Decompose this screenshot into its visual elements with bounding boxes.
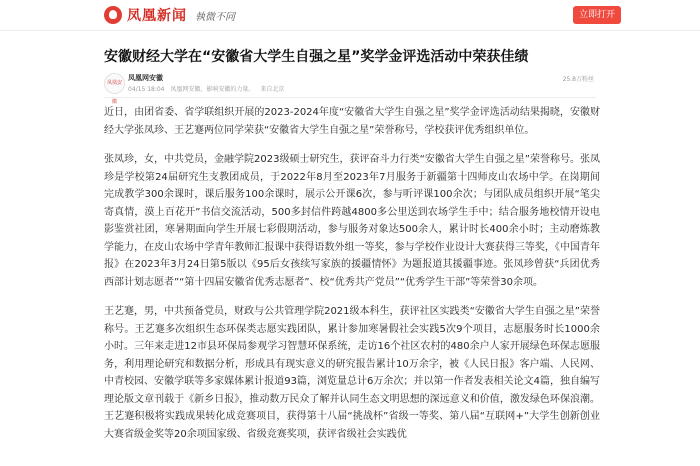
brand-slogan: 執微不同 <box>195 11 235 23</box>
publish-date: 04/15 18:04 <box>128 86 165 93</box>
divider <box>104 97 596 98</box>
author-bar <box>104 72 596 105</box>
open-app-button[interactable]: 立即打开 <box>573 6 621 24</box>
paragraph: 张凤珍，女，中共党员，金融学院2023级硕士研究生，获评奋斗力行类“安徽省大学生自强之星”荣誉称号。张凤珍是学校第24届研究生支教团成员，于2022年8月至2023年7月服务于新疆第十四师皮山农场中学。在岗期间完成教学300余课时，课后服务100余课时，展示公开课6次，参与听评课100余次；与团队成员组织开展“笔尖寄真情，漠上百花开”书信交流活动，500多封信件跨越4800多公里送到农场学生手中；结合服务地校情开设电影鉴赏社团，寒暑期面向学生开展七彩假期活动，参与服务对象达500余人，累计时长400余小时；主动磨炼教学能力，在皮山农场中学青年教师汇报课中获得语数外组一等奖，参与学校作业设计大赛获得三等奖，《中国青年报》在2023年3月24日第5版以《95后女孩续写家族的援疆情怀》为题报道其援疆事迹。张凤珍曾获“兵团优秀西部计划志愿者”“第十四届安徽省优秀志愿者”、校“优秀共产党员”“优秀学生干部”等荣誉30余项。 <box>104 154 600 288</box>
author-description: 凤凰网安徽，影响安徽的力量。 <box>170 86 255 93</box>
author-location: 来自北京 <box>260 86 285 93</box>
top-bar <box>0 0 700 31</box>
article-title: 安徽财经大学在“安徽省大学生自强之星”奖学金评选活动中荣获佳绩 <box>104 49 529 65</box>
author-meta <box>128 84 288 93</box>
paragraph: 近日，由团省委、省学联组织开展的2023-2024年度“安徽省大学生自强之星”奖学金评选活动结果揭晓，安徽财经大学张凤珍、王艺蹇两位同学荣获“安徽省大学生自强之星”荣誉称号，学校获评优秀组织单位。 <box>104 107 600 136</box>
article-body <box>104 104 600 455</box>
brand-logo[interactable] <box>104 6 235 24</box>
follower-count: 25.8万粉丝 <box>562 76 594 83</box>
avatar[interactable]: 凤凰安徽 <box>104 73 125 94</box>
paragraph: 王艺蹇，男，中共预备党员，财政与公共管理学院2021级本科生，获评社区实践类“安徽省大学生自强之星”荣誉称号。王艺蹇多次组织生态环保类志愿实践团队，累计参加寒暑假社会实践5次9个项目，志愿服务时长1000余小时。三年来走进12市县环保局参观学习智慧环保系统，走访16个社区农村的480余户人家开展绿色环保志愿服务，利用理论研究和数据分析，形成具有现实意义的研究报告累计10万余字，被《人民日报》客户端、人民网、中青校园、安徽学联等多家媒体累计报道93篇，浏览量总计6万余次；并以第一作者发表相关论文4篇，独自编写理论版文章刊载于《新乡日报》，推动数万民众了解并认同生态文明思想的深远意义和价值，激发绿色环保浪潮。王艺蹇积极将实践成果转化成竞赛项目，获得第十八届“挑战杯”省级一等奖、第八届“互联网+”大学生创新创业大赛省级金奖等20余项国家级、省级竞赛奖项，获评省级社会实践优 <box>104 306 600 440</box>
phoenix-logo-icon <box>104 6 122 24</box>
brand-name: 凤凰新闻 <box>127 8 187 24</box>
author-name[interactable]: 凤凰网安徽 <box>128 74 163 82</box>
